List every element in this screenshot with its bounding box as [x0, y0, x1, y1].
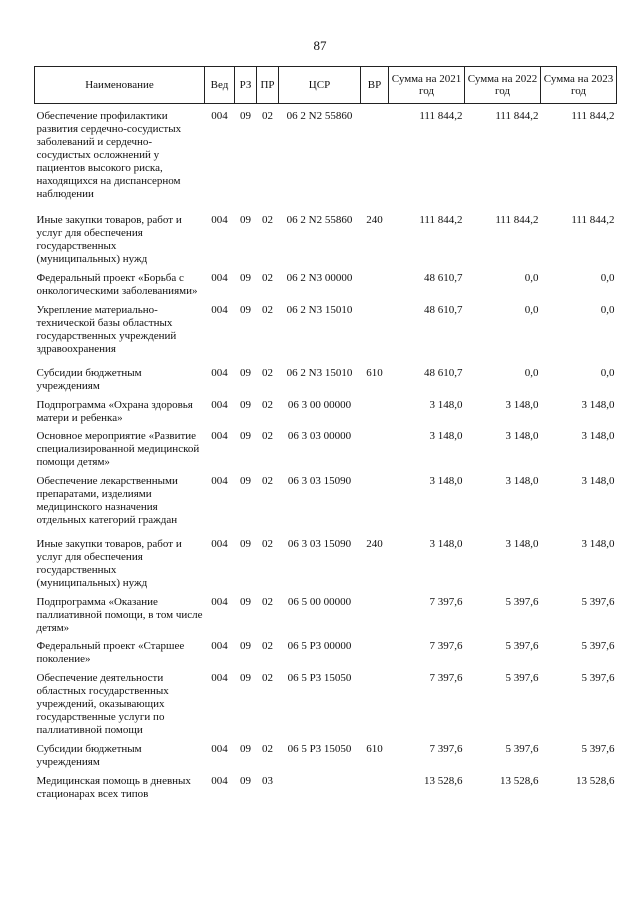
cell-ved: 004 [211, 367, 228, 379]
table-row [35, 475, 617, 538]
cell-sum-2023: 3 148,0 [581, 475, 615, 487]
cell-sum-2022: 13 528,6 [500, 775, 539, 787]
header-row [35, 67, 617, 104]
cell-vr [361, 775, 389, 801]
cell-rz: 09 [240, 214, 251, 226]
cell-sum-2023: 0,0 [600, 304, 615, 316]
cell-vr [361, 640, 389, 672]
cell-rz: 09 [240, 775, 251, 787]
cell-csr: 06 2 N2 55860 [286, 110, 353, 122]
cell-ved: 004 [211, 775, 228, 787]
table-row [35, 538, 617, 596]
cell-name: Федеральный проект «Старшее поколение» [36, 640, 185, 665]
cell-sum-2022: 3 148,0 [505, 430, 539, 442]
table-row [35, 304, 617, 367]
cell-name: Иные закупки товаров, работ и услуг для обеспечения государственных (муниципальных) нужд [36, 214, 182, 265]
cell-sum-2023: 111 844,2 [571, 110, 615, 122]
cell-pr: 02 [262, 430, 273, 442]
cell-vr [361, 110, 389, 214]
header-pr: ПР [257, 67, 279, 104]
budget-table [34, 66, 617, 801]
table-row [35, 214, 617, 272]
cell-sum-2021: 7 397,6 [429, 743, 463, 755]
cell-csr: 06 5 P3 00000 [287, 640, 352, 652]
cell-rz: 09 [240, 430, 251, 442]
cell-rz: 09 [240, 538, 251, 550]
cell-vr [361, 399, 389, 430]
header-sum-2023: Сумма на 2023 год [541, 67, 617, 104]
cell-sum-2021: 111 844,2 [419, 110, 463, 122]
cell-sum-2021: 7 397,6 [429, 596, 463, 608]
page-number: 87 [313, 38, 327, 53]
cell-ved: 004 [211, 538, 228, 550]
cell-name: Основное мероприятие «Развитие специализированной медицинской помощи детям» [36, 430, 200, 468]
table-row [35, 640, 617, 672]
cell-csr: 06 5 00 00000 [287, 596, 352, 608]
cell-ved: 004 [211, 304, 228, 316]
cell-pr: 02 [262, 110, 273, 122]
cell-sum-2023: 13 528,6 [576, 775, 615, 787]
cell-name: Обеспечение профилактики развития сердечно-сосудистых заболеваний и сердечно-сосудистых осложнений у пациентов высокого риска, находящихся на диспансерном наблюдении [36, 110, 182, 200]
cell-rz: 09 [240, 672, 251, 684]
header-name: Наименование [35, 67, 205, 104]
header-csr: ЦСР [279, 67, 361, 104]
cell-rz: 09 [240, 743, 251, 755]
cell-sum-2022: 111 844,2 [495, 110, 539, 122]
cell-csr: 06 2 N3 15010 [286, 304, 353, 316]
cell-sum-2022: 5 397,6 [505, 743, 539, 755]
cell-sum-2021: 3 148,0 [429, 399, 463, 411]
cell-pr: 02 [262, 743, 273, 755]
cell-sum-2021: 48 610,7 [424, 367, 463, 379]
table-header [35, 67, 617, 104]
cell-vr: 610 [366, 743, 383, 755]
cell-name: Субсидии бюджетным учреждениям [36, 367, 142, 392]
cell-sum-2021: 3 148,0 [429, 475, 463, 487]
cell-pr: 02 [262, 272, 273, 284]
cell-pr: 02 [262, 596, 273, 608]
cell-sum-2021: 111 844,2 [419, 214, 463, 226]
cell-csr: 06 2 N3 15010 [286, 367, 353, 379]
cell-sum-2022: 0,0 [524, 367, 539, 379]
cell-ved: 004 [211, 430, 228, 442]
cell-sum-2021: 13 528,6 [424, 775, 463, 787]
cell-csr: 06 3 03 00000 [287, 430, 352, 442]
cell-ved: 004 [211, 214, 228, 226]
cell-ved: 004 [211, 110, 228, 122]
cell-csr: 06 2 N3 00000 [286, 272, 353, 284]
table-row [35, 775, 617, 801]
cell-vr [361, 596, 389, 640]
cell-pr: 02 [262, 304, 273, 316]
header-sum-2021: Сумма на 2021 год [389, 67, 465, 104]
cell-name: Обеспечение лекарственными препаратами, изделиями медицинского назначения отдельных категорий граждан [36, 475, 178, 526]
cell-pr: 02 [262, 538, 273, 550]
table-row [35, 367, 617, 399]
cell-sum-2022: 3 148,0 [505, 475, 539, 487]
table-row [35, 743, 617, 775]
cell-sum-2023: 3 148,0 [581, 538, 615, 550]
table-row [35, 596, 617, 640]
cell-vr: 240 [366, 214, 383, 226]
cell-pr: 02 [262, 475, 273, 487]
cell-ved: 004 [211, 399, 228, 411]
cell-name: Субсидии бюджетным учреждениям [36, 743, 142, 768]
cell-vr [361, 430, 389, 475]
table-body [35, 104, 617, 802]
cell-name: Федеральный проект «Борьба с онкологическими заболеваниями» [36, 272, 198, 297]
cell-pr: 02 [262, 214, 273, 226]
table-row [35, 430, 617, 475]
cell-vr [361, 272, 389, 304]
cell-csr: 06 3 00 00000 [287, 399, 352, 411]
cell-csr [279, 775, 361, 801]
cell-csr: 06 3 03 15090 [287, 475, 352, 487]
cell-ved: 004 [211, 596, 228, 608]
cell-name: Иные закупки товаров, работ и услуг для обеспечения государственных (муниципальных) нужд [36, 538, 182, 589]
cell-sum-2023: 111 844,2 [571, 214, 615, 226]
cell-csr: 06 5 P3 15050 [287, 743, 352, 755]
cell-name: Подпрограмма «Оказание паллиативной помощи, в том числе детям» [36, 596, 203, 634]
cell-name: Медицинская помощь в дневных стационарах всех типов [36, 775, 191, 800]
header-ved: Вед [205, 67, 235, 104]
cell-pr: 02 [262, 399, 273, 411]
cell-ved: 004 [211, 640, 228, 652]
cell-rz: 09 [240, 367, 251, 379]
cell-sum-2022: 5 397,6 [505, 596, 539, 608]
header-rz: РЗ [235, 67, 257, 104]
cell-pr: 02 [262, 640, 273, 652]
cell-pr: 03 [262, 775, 273, 787]
cell-rz: 09 [240, 399, 251, 411]
cell-rz: 09 [240, 110, 251, 122]
cell-rz: 09 [240, 272, 251, 284]
cell-sum-2021: 3 148,0 [429, 538, 463, 550]
cell-sum-2022: 111 844,2 [495, 214, 539, 226]
cell-rz: 09 [240, 475, 251, 487]
table-row [35, 672, 617, 743]
header-vr: ВР [361, 67, 389, 104]
cell-sum-2022: 5 397,6 [505, 640, 539, 652]
table-row [35, 110, 617, 214]
table-row [35, 272, 617, 304]
cell-sum-2022: 5 397,6 [505, 672, 539, 684]
cell-sum-2023: 3 148,0 [581, 430, 615, 442]
cell-sum-2021: 48 610,7 [424, 304, 463, 316]
cell-sum-2021: 48 610,7 [424, 272, 463, 284]
cell-name: Обеспечение деятельности областных государственных учреждений, оказывающих государственные услуги по паллиативной помощи [36, 672, 169, 736]
table-row [35, 399, 617, 430]
cell-sum-2021: 7 397,6 [429, 640, 463, 652]
cell-csr: 06 2 N2 55860 [286, 214, 353, 226]
cell-name: Укрепление материально-технической базы областных государственных учреждений здравоохранения [36, 304, 177, 355]
header-sum-2022: Сумма на 2022 год [465, 67, 541, 104]
cell-sum-2022: 0,0 [524, 272, 539, 284]
cell-csr: 06 5 P3 15050 [287, 672, 352, 684]
cell-rz: 09 [240, 304, 251, 316]
cell-pr: 02 [262, 672, 273, 684]
cell-sum-2023: 5 397,6 [581, 640, 615, 652]
cell-vr [361, 475, 389, 538]
cell-sum-2023: 5 397,6 [581, 743, 615, 755]
cell-ved: 004 [211, 475, 228, 487]
cell-sum-2022: 3 148,0 [505, 538, 539, 550]
cell-vr [361, 304, 389, 367]
cell-sum-2022: 0,0 [524, 304, 539, 316]
cell-csr: 06 3 03 15090 [287, 538, 352, 550]
cell-sum-2023: 0,0 [600, 367, 615, 379]
cell-sum-2023: 3 148,0 [581, 399, 615, 411]
cell-vr: 240 [366, 538, 383, 550]
cell-rz: 09 [240, 596, 251, 608]
cell-ved: 004 [211, 272, 228, 284]
cell-sum-2023: 0,0 [600, 272, 615, 284]
cell-sum-2021: 3 148,0 [429, 430, 463, 442]
cell-sum-2022: 3 148,0 [505, 399, 539, 411]
cell-vr [361, 672, 389, 743]
cell-sum-2023: 5 397,6 [581, 596, 615, 608]
cell-pr: 02 [262, 367, 273, 379]
cell-name: Подпрограмма «Охрана здоровья матери и ребенка» [36, 399, 193, 424]
cell-ved: 004 [211, 672, 228, 684]
cell-sum-2021: 7 397,6 [429, 672, 463, 684]
cell-rz: 09 [240, 640, 251, 652]
cell-sum-2023: 5 397,6 [581, 672, 615, 684]
cell-vr: 610 [366, 367, 383, 379]
cell-ved: 004 [211, 743, 228, 755]
